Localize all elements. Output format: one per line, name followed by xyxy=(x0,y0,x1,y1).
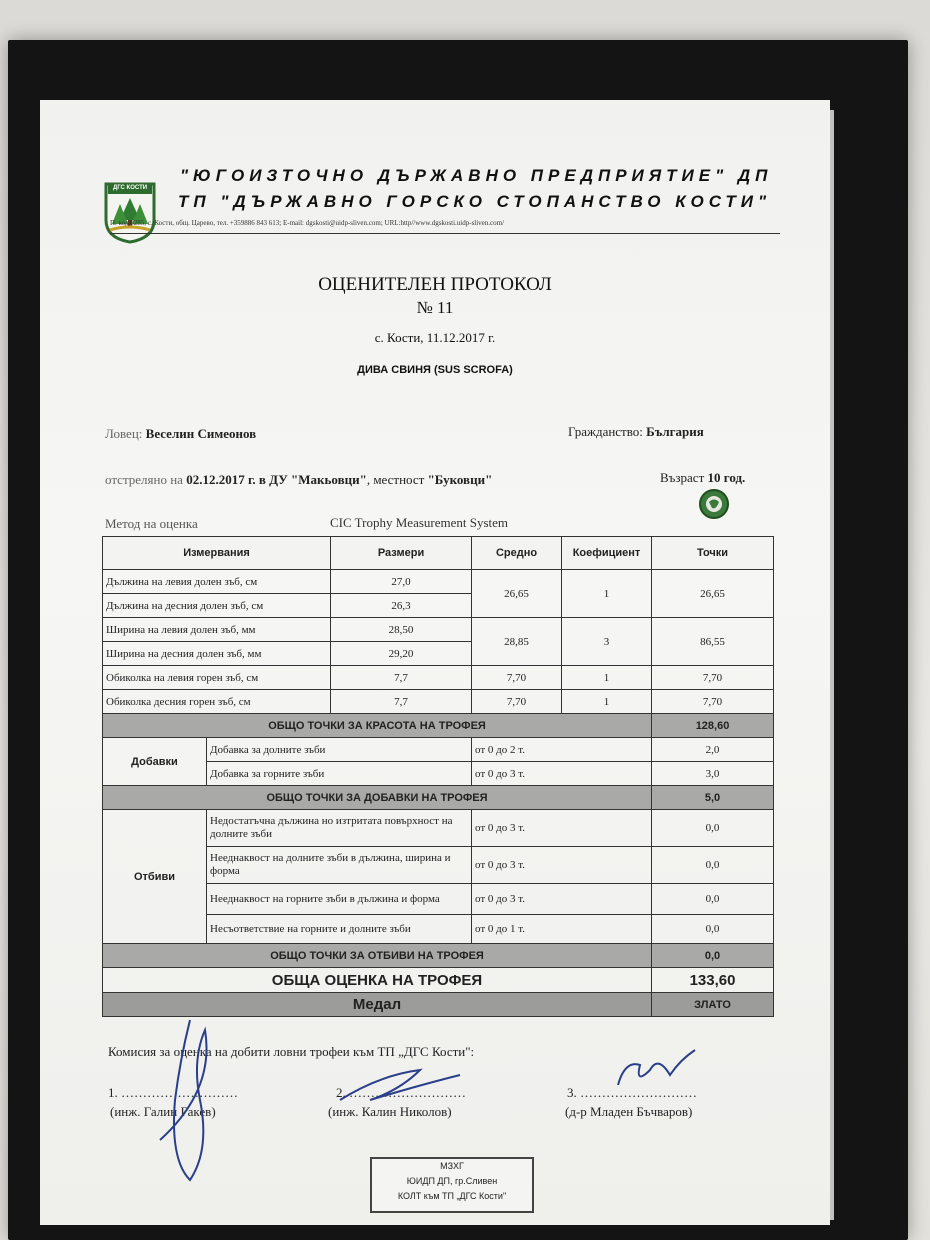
row-name: Дължина на десния долен зъб, см xyxy=(103,594,331,618)
row-name: Ширина на левия долен зъб, мм xyxy=(103,618,331,642)
penalty-name: Недостатъчна дължина но изтритата повърхност на долните зъби xyxy=(207,810,472,847)
header-enterprise: "ЮГОИЗТОЧНО ДЪРЖАВНО ПРЕДПРИЯТИЕ" ДП xyxy=(180,166,773,185)
bonus-total-label: ОБЩО ТОЧКИ ЗА ДОБАВКИ НА ТРОФЕЯ xyxy=(103,786,652,810)
bonus-name: Добавка за горните зъби xyxy=(207,762,472,786)
shot-mid: , местност xyxy=(366,472,425,487)
signature-2-name: (инж. Калин Николов) xyxy=(328,1104,452,1119)
age-value: 10 год. xyxy=(707,470,746,485)
row-size: 7,7 xyxy=(331,690,472,714)
group-coefficient: 3 xyxy=(562,618,652,666)
beauty-total-label: ОБЩО ТОЧКИ ЗА КРАСОТА НА ТРОФЕЯ xyxy=(103,714,652,738)
signature-2-line: 2. ……………………… xyxy=(336,1085,466,1100)
penalty-name: Нееднаквост на горните зъби в дължина и форма xyxy=(207,884,472,915)
bonus-label: Добавки xyxy=(103,738,207,786)
beauty-total-value: 128,60 xyxy=(652,714,774,738)
grand-total-label: ОБЩА ОЦЕНКА НА ТРОФЕЯ xyxy=(103,968,652,993)
penalty-points: 0,0 xyxy=(652,915,774,944)
row-name: Ширина на десния долен зъб, мм xyxy=(103,642,331,666)
header-sizes: Размери xyxy=(331,537,472,570)
medal-label: Медал xyxy=(103,993,652,1017)
header-forestry: ТП "ДЪРЖАВНО ГОРСКО СТОПАНСТВО КОСТИ" xyxy=(178,192,771,211)
group-average: 7,70 xyxy=(472,666,562,690)
citizenship-label: Гражданство: xyxy=(568,424,643,439)
protocol-species: ДИВА СВИНЯ (SUS SCROFA) xyxy=(357,364,513,376)
bonus-total-value: 5,0 xyxy=(652,786,774,810)
signature-1-name: (инж. Галин Гакев) xyxy=(110,1104,216,1119)
stamp-line-2: ЮИДП ДП, гр.Сливен xyxy=(406,1176,498,1186)
row-size: 26,3 xyxy=(331,594,472,618)
method-label: Метод на оценка xyxy=(105,516,198,531)
certificate-paper xyxy=(40,100,830,1225)
row-name: Обиколка на левия горен зъб, см xyxy=(103,666,331,690)
penalty-range: от 0 до 1 т. xyxy=(472,915,652,944)
logo-text: ДГС КОСТИ xyxy=(112,185,148,191)
group-average: 26,65 xyxy=(472,570,562,618)
penalty-range: от 0 до 3 т. xyxy=(472,884,652,915)
row-size: 29,20 xyxy=(331,642,472,666)
bonus-range: от 0 до 3 т. xyxy=(472,762,652,786)
shot-date: 02.12.2017 г. в ДУ "Макьовци" xyxy=(186,472,367,487)
row-size: 27,0 xyxy=(331,570,472,594)
group-average: 28,85 xyxy=(472,618,562,666)
group-points: 86,55 xyxy=(652,618,774,666)
age-label: Възраст xyxy=(660,470,705,485)
protocol-place-date: с. Кости, 11.12.2017 г. xyxy=(374,330,496,345)
header-contacts: П. код 8285, с. Кости, общ. Царево, тел. +359886 843 613; E-mail: dgskosti@uidp-sliven.com; URL:http//www.dgskosti.uidp-sliven.com/ xyxy=(110,219,505,227)
handwritten-signatures xyxy=(40,100,830,1225)
penalty-total-value: 0,0 xyxy=(652,944,774,968)
penalty-name: Нееднаквост на долните зъби в дължина, ширина и форма xyxy=(207,847,472,884)
group-coefficient: 1 xyxy=(562,690,652,714)
group-points: 26,65 xyxy=(652,570,774,618)
citizenship-value: България xyxy=(646,424,704,439)
protocol-title: ОЦЕНИТЕЛЕН ПРОТОКОЛ xyxy=(318,274,552,295)
row-name: Обиколка десния горен зъб, см xyxy=(103,690,331,714)
stamp-line-3: КОЛТ към ТП „ДГС Кости" xyxy=(397,1191,507,1201)
group-points: 7,70 xyxy=(652,690,774,714)
penalty-range: от 0 до 3 т. xyxy=(472,810,652,847)
group-coefficient: 1 xyxy=(562,666,652,690)
bonus-points: 3,0 xyxy=(652,762,774,786)
commission-stamp xyxy=(370,1157,534,1213)
commission-text: Комисия за оценка на добити ловни трофеи към ТП „ДГС Кости": xyxy=(108,1044,475,1059)
row-size: 28,50 xyxy=(331,618,472,642)
header-average: Средно xyxy=(472,537,562,570)
stamp-line-1: МЗХГ xyxy=(440,1161,464,1171)
signature-3-line: 3. ……………………… xyxy=(567,1085,697,1100)
signature-3-name: (д-р Младен Бъчваров) xyxy=(565,1104,693,1119)
header-measurements: Измервания xyxy=(103,537,331,570)
penalty-name: Несъответствие на горните и долните зъби xyxy=(207,915,472,944)
protocol-number: № 11 xyxy=(416,298,454,317)
penalty-label: Отбиви xyxy=(103,810,207,944)
hunter-name: Веселин Симеонов xyxy=(145,426,257,441)
group-points: 7,70 xyxy=(652,666,774,690)
method-value: CIC Trophy Measurement System xyxy=(330,515,509,530)
row-name: Дължина на левия долен зъб, см xyxy=(103,570,331,594)
bonus-points: 2,0 xyxy=(652,738,774,762)
bonus-range: от 0 до 2 т. xyxy=(472,738,652,762)
grand-total-value: 133,60 xyxy=(652,968,774,993)
penalty-points: 0,0 xyxy=(652,847,774,884)
signature-1-line: 1. ……………………… xyxy=(108,1085,238,1100)
penalty-points: 0,0 xyxy=(652,884,774,915)
penalty-points: 0,0 xyxy=(652,810,774,847)
penalty-total-label: ОБЩО ТОЧКИ ЗА ОТБИВИ НА ТРОФЕЯ xyxy=(103,944,652,968)
group-average: 7,70 xyxy=(472,690,562,714)
row-size: 7,7 xyxy=(331,666,472,690)
shot-prefix: отстреляно на xyxy=(105,472,183,487)
header-points: Точки xyxy=(652,537,774,570)
medal-value: ЗЛАТО xyxy=(652,993,774,1017)
shot-location: "Буковци" xyxy=(427,472,493,487)
hunter-label: Ловец: xyxy=(105,426,143,441)
group-coefficient: 1 xyxy=(562,570,652,618)
header-coefficient: Коефициент xyxy=(562,537,652,570)
bonus-name: Добавка за долните зъби xyxy=(207,738,472,762)
penalty-range: от 0 до 3 т. xyxy=(472,847,652,884)
